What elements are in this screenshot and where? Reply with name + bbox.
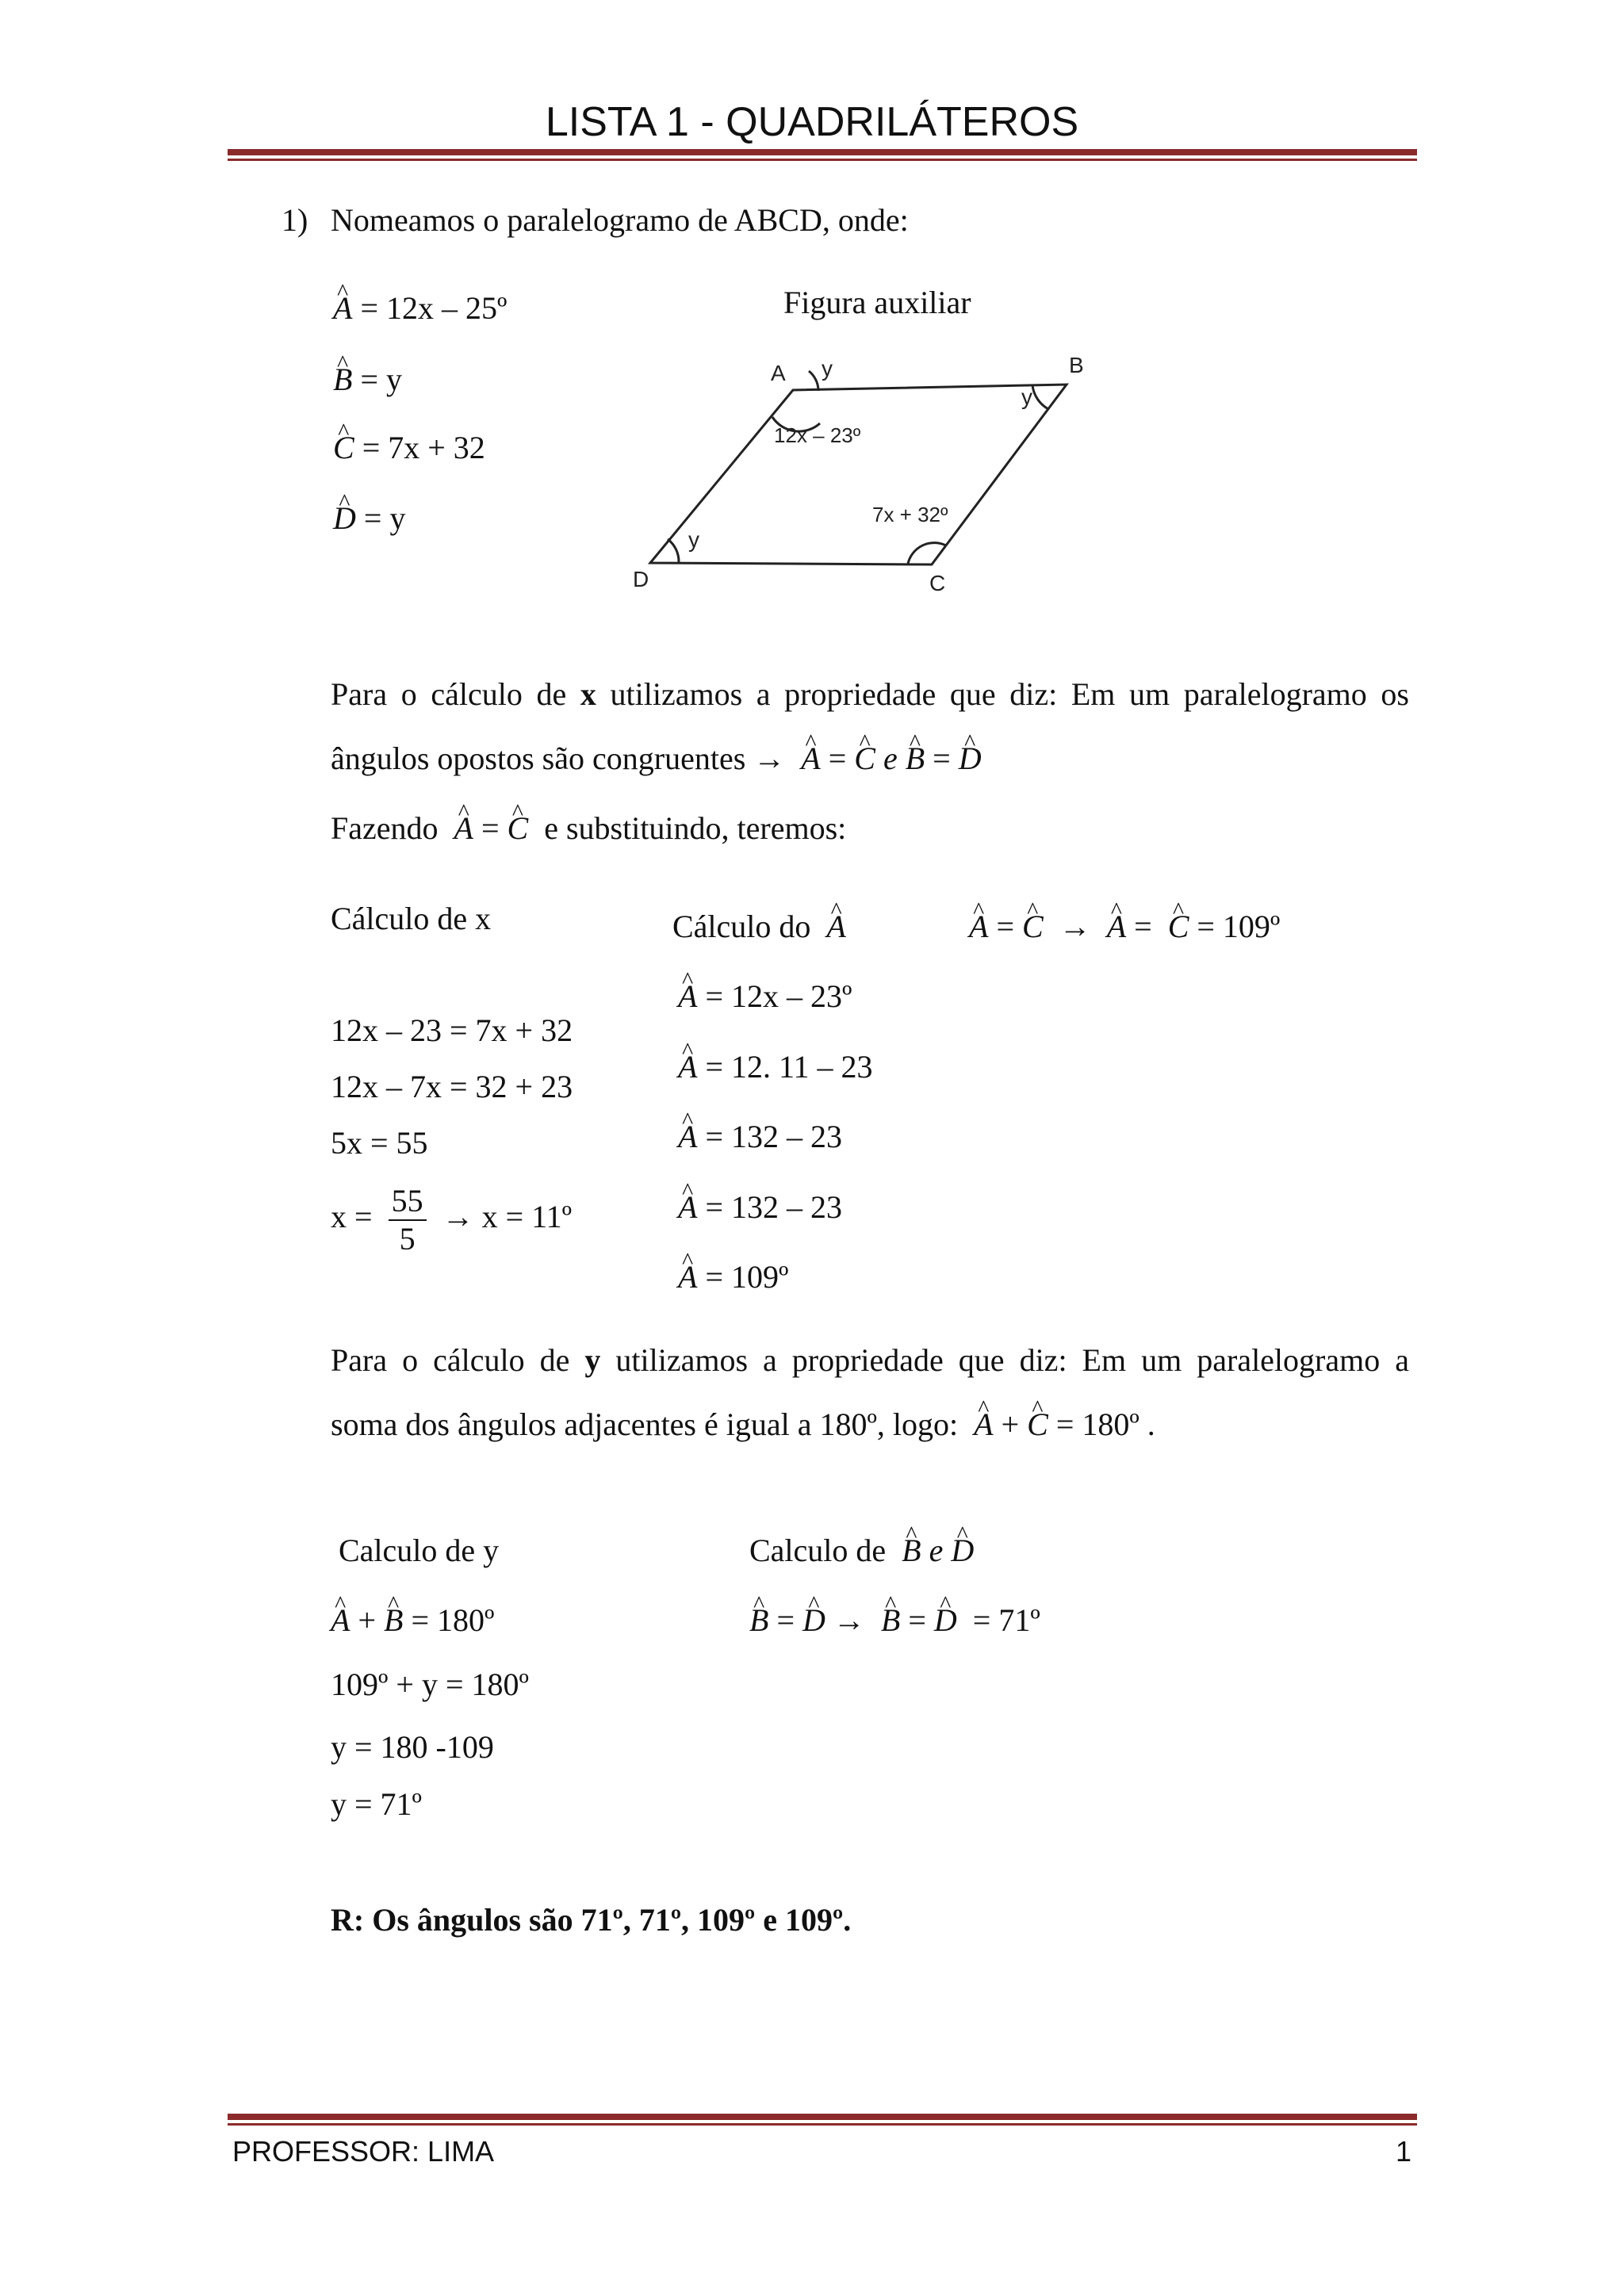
calc-BD-eq: ^ B = ^ D → ^ B = ^ D = 71º <box>749 1601 1040 1640</box>
calc-A-step-1-text: = 12x – 23º <box>705 978 852 1014</box>
arc-angle-A-top <box>809 371 818 391</box>
sym-A-s5: ^ A <box>678 1258 697 1296</box>
angle-A-symbol: ^ A <box>333 289 352 327</box>
angle-A-expr: = 12x – 25º <box>360 290 508 326</box>
sym-A-r2: ^ A <box>1107 908 1126 946</box>
calc-A-step-1 <box>678 978 852 1016</box>
calc-BD-value: = 71º <box>972 1602 1040 1638</box>
calc-A-step-2 <box>678 1048 873 1086</box>
angle-def-A <box>333 289 507 327</box>
angle-def-D <box>333 499 405 538</box>
calc-x-step-1: 12x – 23 = 7x + 32 <box>331 1012 573 1048</box>
result-arrow: → <box>1059 909 1091 944</box>
calc-A-step-5-text: = 109º <box>705 1259 789 1295</box>
result-A-C-value: = 109º <box>1197 909 1281 944</box>
calc-y-eq-4: y = 71º <box>331 1786 422 1822</box>
para-x-line3-b: e substituindo, teremos: <box>544 810 847 846</box>
sym-e-2: e <box>929 1533 944 1568</box>
para-y-text-b: utilizamos a propriedade que diz: Em um paralelogramo a <box>615 1342 1409 1378</box>
calc-x-step-2: 12x – 7x = 32 + 23 <box>331 1069 573 1104</box>
para-x-line3-a: Fazendo <box>331 810 439 846</box>
vertex-B-label: B <box>1069 353 1084 377</box>
angle-def-C <box>333 429 485 467</box>
para-y-line2-text: soma dos ângulos adjacentes é igual a 180º, logo: <box>331 1406 959 1442</box>
sym-C-2: ^ C <box>508 809 529 848</box>
sym-A-y: ^ A <box>974 1406 993 1444</box>
calc-A-step-5 <box>678 1258 788 1296</box>
calc-y-eq-1-text: = 180º <box>411 1602 495 1638</box>
para-x-bold: x <box>580 676 596 712</box>
angle-def-B <box>333 361 402 399</box>
angle-C-expr: = 7x + 32 <box>362 430 485 465</box>
sym-C-y: ^ C <box>1027 1406 1048 1444</box>
question-statement: Nomeamos o paralelogramo de ABCD, onde: <box>331 202 909 238</box>
para-y-eq: = 180º . <box>1055 1406 1155 1442</box>
fraction-denominator: 5 <box>399 1221 416 1257</box>
calc-A-step-3-text: = 132 – 23 <box>705 1119 842 1154</box>
vertex-A-label: A <box>771 361 786 385</box>
calc-BD-arrow: → <box>833 1602 865 1638</box>
calc-y-eq-3: y = 180 -109 <box>331 1729 494 1765</box>
parallelogram-figure <box>619 349 1126 595</box>
footer-rule <box>228 2114 1417 2126</box>
calc-y-eq-2: 109º + y = 180º <box>331 1667 529 1702</box>
sym-D-e2: ^ D <box>934 1601 957 1640</box>
para-x-text-a: Para o cálculo de <box>331 676 567 712</box>
sym-B: ^ B <box>906 740 925 778</box>
para-y-line1 <box>331 1341 1409 1380</box>
sym-A-r1: ^ A <box>969 908 988 946</box>
sym-e: e <box>883 740 898 776</box>
sym-B-t: ^ B <box>902 1532 921 1570</box>
calc-A-step-4-text: = 132 – 23 <box>705 1189 842 1225</box>
calc-A-title <box>672 908 846 946</box>
calc-x-fraction-line <box>331 1183 572 1257</box>
para-y-line2: soma dos ângulos adjacentes é igual a 180º, logo: ^ A + ^ C = 180º . <box>331 1406 1155 1444</box>
calc-A-step-4 <box>678 1188 842 1226</box>
sym-A-s4: ^ A <box>678 1188 697 1226</box>
sym-A-cy: ^ A <box>331 1601 350 1640</box>
angle-B-symbol: ^ B <box>333 361 352 399</box>
header-rule <box>228 149 1417 161</box>
calc-x-result: → x = 11º <box>442 1199 573 1235</box>
angle-yD-label: y <box>688 527 699 552</box>
calc-x-step-3: 5x = 55 <box>331 1125 428 1161</box>
angle-yB-label: y <box>1021 385 1032 409</box>
angle-C-figure-label: 7x + 32º <box>872 503 948 526</box>
sym-B-e2: ^ B <box>881 1601 900 1640</box>
angle-A-figure-label: 12x – 23º <box>774 423 861 447</box>
angle-B-expr: = y <box>360 362 402 397</box>
calc-y-title: Calculo de y <box>339 1533 500 1568</box>
question-number: 1) <box>282 202 308 238</box>
arc-angle-D <box>668 539 679 563</box>
arc-angle-B <box>1032 385 1048 409</box>
angle-C-symbol: ^ C <box>333 429 354 467</box>
sym-B-cy: ^ B <box>384 1601 403 1640</box>
angle-yA-label: y <box>822 356 833 381</box>
sym-A: ^ A <box>801 740 820 778</box>
sym-B-e1: ^ B <box>749 1601 768 1640</box>
calc-A-title-text: Cálculo do <box>672 909 811 944</box>
sym-A-3: ^ A <box>826 908 845 946</box>
fraction-numerator: 55 <box>389 1183 427 1221</box>
footer-professor: PROFESSOR: LIMA <box>232 2135 495 2168</box>
fraction <box>389 1183 427 1257</box>
calc-y-eq-1: ^ A + ^ B = 180º <box>331 1601 494 1640</box>
sym-A-2: ^ A <box>454 809 473 848</box>
sym-A-s3: ^ A <box>678 1118 697 1156</box>
vertex-C-label: C <box>929 571 946 595</box>
calc-A-step-3 <box>678 1118 842 1156</box>
para-y-text-a: Para o cálculo de <box>331 1342 570 1378</box>
para-x-line2: ângulos opostos são congruentes → ^ A = ^ C e ^ B = ^ D <box>331 740 982 778</box>
sym-A-s2: ^ A <box>678 1048 697 1086</box>
para-y-bold: y <box>584 1342 601 1378</box>
calc-BD-title-text: Calculo de <box>749 1533 887 1568</box>
calc-A-step-2-text: = 12. 11 – 23 <box>705 1049 873 1085</box>
sym-C-r2: ^ C <box>1168 908 1189 946</box>
calc-x-frac-prefix: x = <box>331 1199 373 1235</box>
para-x-line1 <box>331 675 1409 714</box>
calc-BD-title <box>749 1532 974 1570</box>
calc-x-title: Cálculo de x <box>331 901 492 936</box>
answer: R: Os ângulos são 71º, 71º, 109º e 109º. <box>331 1902 852 1938</box>
angle-D-expr: = y <box>363 500 406 536</box>
parallelogram-shape <box>650 385 1067 564</box>
sym-D-e1: ^ D <box>802 1601 825 1640</box>
sym-C-r1: ^ C <box>1022 908 1044 946</box>
sym-C: ^ C <box>854 740 875 778</box>
page-number: 1 <box>1396 2135 1412 2168</box>
para-x-line2-text: ângulos opostos são congruentes → <box>331 740 786 776</box>
sym-A-s1: ^ A <box>678 978 697 1016</box>
page-title: LISTA 1 - QUADRILÁTEROS <box>545 99 1079 145</box>
para-x-line3: Fazendo ^ A = ^ C e substituindo, teremos: <box>331 809 846 848</box>
sym-D-t: ^ D <box>951 1532 974 1570</box>
angle-D-symbol: ^ D <box>333 499 356 538</box>
sym-D: ^ D <box>959 740 982 778</box>
result-A-C: ^ A = ^ C → ^ A = ^ C = 109º <box>969 908 1280 946</box>
vertex-D-label: D <box>633 567 649 591</box>
para-x-text-b: utilizamos a propriedade que diz: Em um paralelogramo os <box>610 676 1409 712</box>
figure-caption: Figura auxiliar <box>783 285 971 320</box>
